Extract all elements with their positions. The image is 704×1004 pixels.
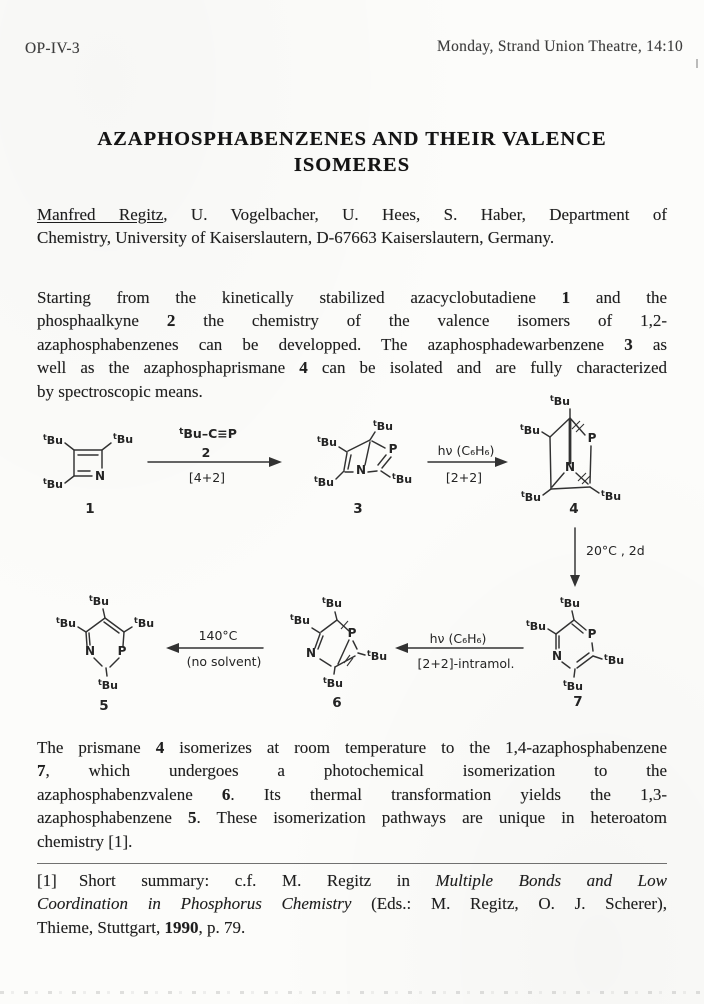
arrowhead-right-icon: [269, 457, 282, 467]
phosphorus-label: P: [587, 431, 597, 445]
reference-number: [1]: [37, 871, 57, 890]
structure-5: [56, 594, 154, 714]
bond-lines: [78, 609, 132, 676]
tbu-label: $^t$Bu: [42, 477, 63, 491]
arrow-3-to-4: [428, 443, 508, 485]
text-segment: Thieme, Stuttgart,: [37, 917, 165, 937]
tbu-label: $^t$Bu: [601, 489, 622, 503]
arrow-7-to-6: [395, 631, 523, 671]
arrow-condition-label: hν (C₆H₆): [429, 631, 487, 646]
tbu-label: $^t$Bu: [559, 596, 581, 610]
text-line: [37, 783, 667, 806]
compound-number: 1: [85, 501, 95, 517]
bond-cross-mark: [578, 473, 590, 484]
nitrogen-label: N: [551, 649, 563, 663]
tbu-label: $^t$Bu: [604, 653, 625, 667]
bond-lines: [548, 611, 602, 677]
text-segment: can be isolated and are fully characterized: [307, 358, 667, 378]
compound-ref-bold: 2: [166, 311, 176, 331]
tbu-label: $^t$Bu: [392, 472, 413, 486]
compound-ref-bold: 3: [624, 334, 633, 354]
tbu-label: $^t$Bu: [316, 435, 337, 449]
compound-number: 2: [201, 445, 211, 460]
tbu-label: $^t$Bu: [97, 678, 119, 692]
tbu-label: $^t$Bu: [322, 676, 344, 690]
bond-lines: [312, 612, 365, 674]
title-line-2: ISOMERES: [293, 154, 411, 176]
nitrogen-label: N: [84, 644, 96, 658]
text-segment: . Its thermal transformation yields the 1,3-: [230, 784, 667, 804]
text-line: by spectroscopic means.: [37, 381, 203, 401]
compound-ref-bold: 4: [155, 738, 165, 757]
arrow-condition-label: [4+2]: [188, 470, 226, 485]
text-segment: and the: [570, 288, 667, 307]
book-title-italic: Coordination in Phosphorus Chemistry: [37, 894, 352, 914]
text-segment: isomerizes at room temperature to the 1,4-azaphosphabenzene: [164, 738, 668, 757]
reagent-label: $^t$Bu–C≡P: [179, 426, 237, 441]
nitrogen-label: N: [305, 646, 317, 660]
session-code: OP-IV-3: [25, 40, 80, 57]
structure-7: [526, 596, 624, 710]
structure-6: [290, 596, 387, 711]
compound-number: 7: [573, 694, 583, 710]
text-segment: as: [632, 334, 667, 354]
text-line: chemistry [1].: [37, 831, 133, 851]
text-segment: , which undergoes a photochemical isomerization to the: [45, 761, 667, 781]
text-line: [37, 736, 667, 759]
phosphorus-label: P: [117, 644, 127, 658]
title-line-1: AZAPHOSPHABENZENES AND THEIR VALENCE: [97, 128, 607, 150]
book-title-italic: Multiple Bonds and Low: [435, 871, 667, 890]
tbu-label: $^t$Bu: [88, 594, 110, 608]
text-line: [37, 759, 667, 782]
structure-1: [43, 432, 133, 517]
arrow-1-to-3: [148, 426, 282, 485]
tbu-label: $^t$Bu: [520, 490, 541, 504]
bond-cross-mark: [344, 655, 353, 666]
compound-ref-bold: 4: [299, 358, 308, 378]
text-segment: Short summary: c.f. M. Regitz in: [78, 871, 436, 890]
text-segment: well as the azaphosphaprismane: [37, 358, 300, 378]
arrow-condition-label: (no solvent): [186, 654, 262, 669]
compound-number: 4: [569, 501, 579, 517]
phosphorus-label: P: [347, 626, 357, 640]
tbu-label: $^t$Bu: [313, 475, 334, 489]
text-segment: Starting from the kinetically stabilized azacyclobutadiene: [37, 288, 562, 307]
text-line: [37, 356, 667, 379]
text-line: [37, 203, 667, 226]
compound-number: 6: [332, 695, 342, 711]
text-segment: phosphaalkyne: [37, 311, 167, 331]
arrowhead-down-icon: [570, 575, 580, 587]
authors-block: [37, 203, 667, 250]
arrow-6-to-5: [166, 628, 263, 669]
tbu-label: $^t$Bu: [42, 433, 63, 447]
abstract-paragraph: [37, 286, 667, 403]
text-line: [37, 892, 667, 915]
scan-artifact-line: [0, 991, 704, 994]
arrowhead-right-icon: [495, 457, 508, 467]
arrow-condition-label: 20°C , 2d: [586, 543, 645, 558]
arrow-condition-label: [2+2]: [445, 470, 483, 485]
text-segment: , p. 79.: [198, 917, 246, 937]
text-segment: , U. Vogelbacher, U. Hees, S. Haber, Department of: [163, 205, 667, 224]
compound-ref-bold: 7: [37, 761, 46, 781]
structure-3: [314, 419, 412, 517]
tbu-label: $^t$Bu: [372, 419, 394, 433]
bond-lines: [542, 409, 599, 495]
compound-ref-bold: 6: [221, 784, 231, 804]
text-segment: the chemistry of the valence isomers of 1,2-: [175, 311, 667, 331]
arrow-condition-label: [2+2]-intramol.: [417, 656, 515, 671]
arrow-condition-label: hν (C₆H₆): [437, 443, 495, 458]
phosphorus-label: P: [388, 442, 398, 456]
session-schedule: Monday, Strand Union Theatre, 14:10: [437, 38, 683, 55]
text-line: [37, 333, 667, 356]
tbu-label: $^t$Bu: [525, 619, 546, 633]
arrow-4-to-7: [570, 528, 645, 587]
text-segment: . These isomerization pathways are unique in heteroatom: [196, 808, 667, 828]
phosphorus-label: P: [587, 627, 597, 641]
scan-artifact-mark: [696, 59, 698, 68]
tbu-label: $^t$Bu: [55, 616, 76, 630]
text-line: [37, 309, 667, 332]
text-line: [37, 916, 667, 939]
nitrogen-label: N: [355, 463, 367, 477]
text-line: [37, 286, 667, 309]
footnote-divider: [37, 863, 667, 864]
year-bold: 1990: [164, 917, 199, 937]
reference-block: [37, 869, 667, 939]
text-line: Chemistry, University of Kaiserslautern, D-67663 Kaiserslautern, Germany.: [37, 228, 555, 248]
compound-number: 5: [99, 698, 109, 714]
tbu-label: $^t$Bu: [549, 394, 571, 408]
tbu-label: $^t$Bu: [113, 432, 134, 446]
tbu-label: $^t$Bu: [367, 649, 388, 663]
author-name-underlined: Manfred Regitz: [37, 205, 164, 224]
text-segment: azaphosphabenzvalene: [37, 784, 222, 804]
nitrogen-label: N: [94, 469, 106, 483]
arrowhead-left-icon: [166, 643, 179, 653]
arrowhead-left-icon: [395, 643, 408, 653]
tbu-label: $^t$Bu: [562, 679, 584, 693]
text-line: [37, 869, 667, 892]
structure-4: [520, 394, 621, 517]
tbu-label: $^t$Bu: [519, 423, 540, 437]
arrow-condition-label: 140°C: [198, 628, 238, 643]
compound-number: 3: [353, 501, 363, 517]
compound-ref-bold: 5: [188, 808, 197, 828]
page-title: [0, 126, 704, 178]
discussion-paragraph: [37, 736, 667, 853]
tbu-label: $^t$Bu: [321, 596, 343, 610]
compound-ref-bold: 1: [561, 288, 571, 307]
tbu-label: $^t$Bu: [134, 616, 155, 630]
text-segment: (Eds.: M. Regitz, O. J. Scherer),: [351, 894, 667, 914]
text-line: [37, 806, 667, 829]
text-segment: The prismane: [37, 738, 156, 757]
reaction-scheme: [0, 393, 704, 733]
nitrogen-label: N: [564, 460, 576, 474]
tbu-label: $^t$Bu: [289, 613, 310, 627]
text-segment: azaphosphabenzenes can be developped. The azaphosphadewarbenzene: [37, 334, 625, 354]
text-segment: azaphosphabenzene: [37, 808, 189, 828]
